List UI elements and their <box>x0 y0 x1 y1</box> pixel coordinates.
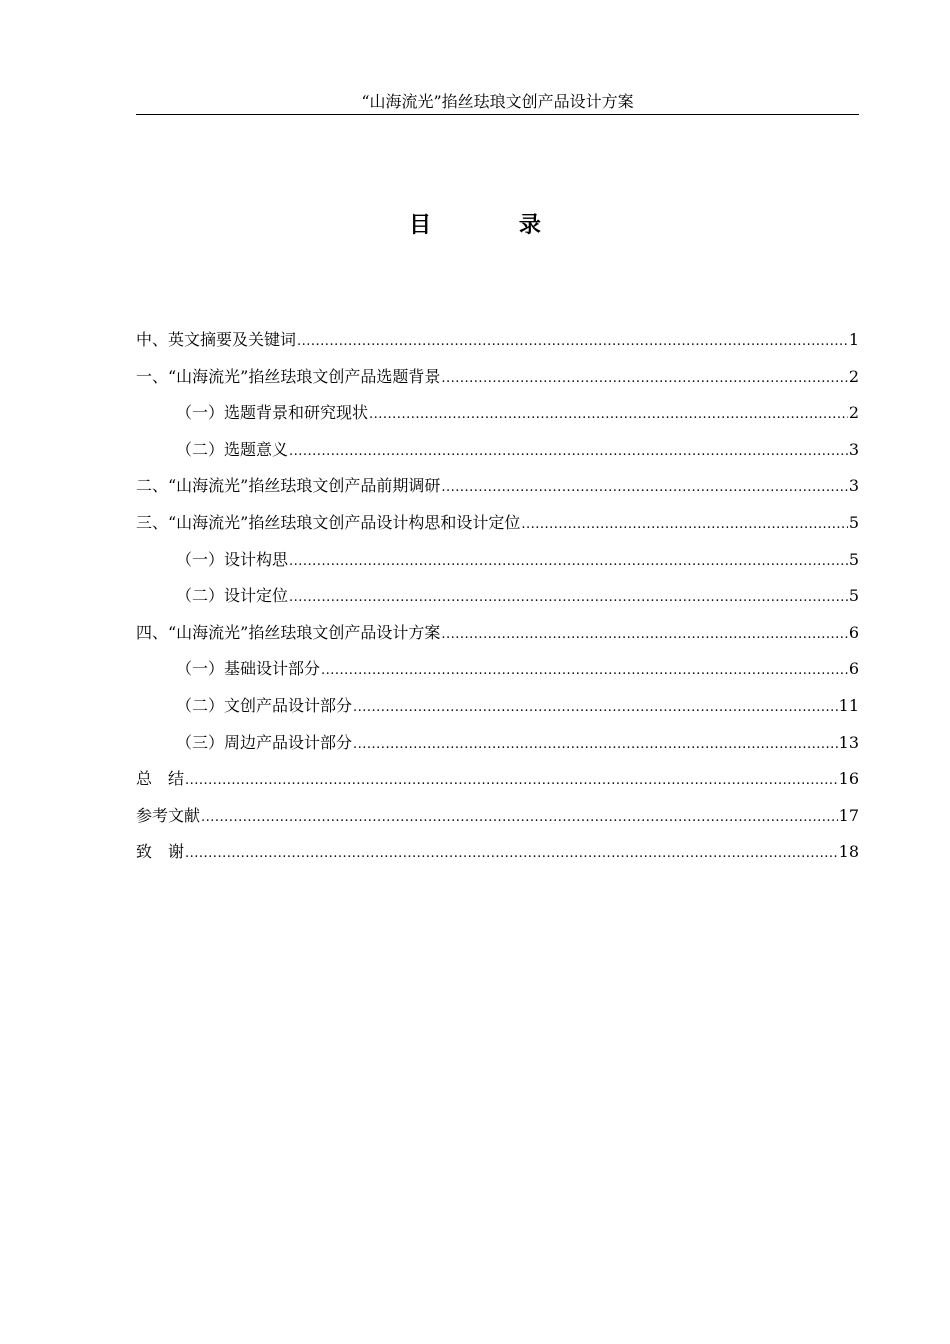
toc-leader-dots <box>369 397 848 432</box>
toc-leader-dots <box>185 836 838 871</box>
toc-entry-text: （一）设计构思 <box>176 549 289 569</box>
toc-entry-text: （二）选题意义 <box>176 439 289 459</box>
toc-entry-section-2[interactable] <box>136 468 859 505</box>
toc-leader-dots <box>441 361 847 396</box>
toc-entry-acknowledgements[interactable] <box>136 834 859 871</box>
toc-entry-page: 5 <box>848 586 859 606</box>
toc-entry-section-4[interactable] <box>136 615 859 652</box>
toc-leader-dots <box>289 434 848 469</box>
toc-entry-text: 二、“山海流光”掐丝珐琅文创产品前期调研 <box>136 476 441 496</box>
toc-entry-section-1-1[interactable] <box>136 395 859 432</box>
toc-entry-page: 16 <box>838 769 859 789</box>
page-header <box>136 90 859 115</box>
toc-entry-references[interactable] <box>136 798 859 835</box>
toc-leader-dots <box>353 727 838 762</box>
toc-leader-dots <box>441 470 847 505</box>
toc-entry-section-4-2[interactable] <box>136 688 859 725</box>
toc-entry-page: 6 <box>848 622 859 642</box>
toc-entry-page: 5 <box>848 549 859 569</box>
toc-entry-section-1-2[interactable] <box>136 432 859 469</box>
toc-leader-dots <box>521 507 847 542</box>
toc-leader-dots <box>185 763 838 798</box>
toc-entry-text: （一）选题背景和研究现状 <box>176 403 369 423</box>
toc-entry-page: 6 <box>848 659 859 679</box>
toc-entry-page: 3 <box>848 476 859 496</box>
toc-entry-section-4-3[interactable] <box>136 725 859 762</box>
toc-entry-section-3-1[interactable] <box>136 542 859 579</box>
toc-leader-dots <box>441 617 847 652</box>
toc-entry-text: （二）设计定位 <box>176 586 289 606</box>
toc-entry-page: 5 <box>848 512 859 532</box>
toc-entry-page: 17 <box>838 805 859 825</box>
toc-entry-text: 总 结 <box>136 769 185 789</box>
toc-entry-abstract[interactable] <box>136 322 859 359</box>
toc-entry-text: 致 谢 <box>136 842 185 862</box>
toc-entry-page: 3 <box>848 439 859 459</box>
toc-leader-dots <box>289 580 848 615</box>
toc-leader-dots <box>297 324 848 359</box>
toc-entry-page: 13 <box>838 732 859 752</box>
toc-leader-dots <box>201 800 838 835</box>
header-title: “山海流光”掐丝珐琅文创产品设计方案 <box>361 92 634 111</box>
toc-title: 目 录 <box>409 212 581 238</box>
toc-leader-dots <box>353 690 838 725</box>
toc-entry-section-3[interactable] <box>136 505 859 542</box>
toc-entry-text: 参考文献 <box>136 805 201 825</box>
toc-entry-text: （二）文创产品设计部分 <box>176 695 353 715</box>
toc-entry-section-3-2[interactable] <box>136 578 859 615</box>
table-of-contents <box>136 322 859 871</box>
toc-entry-text: 四、“山海流光”掐丝珐琅文创产品设计方案 <box>136 622 441 642</box>
toc-entry-section-1[interactable] <box>136 359 859 396</box>
toc-leader-dots <box>289 544 848 579</box>
toc-entry-page: 1 <box>848 330 859 349</box>
toc-entry-conclusion[interactable] <box>136 761 859 798</box>
toc-entry-text: 三、“山海流光”掐丝珐琅文创产品设计构思和设计定位 <box>136 512 521 532</box>
toc-entry-text: （一）基础设计部分 <box>176 659 321 679</box>
toc-entry-text: 中、英文摘要及关键词 <box>136 330 297 349</box>
toc-entry-page: 2 <box>848 403 859 423</box>
toc-entry-page: 11 <box>838 695 859 715</box>
toc-entry-section-4-1[interactable] <box>136 651 859 688</box>
toc-entry-text: 一、“山海流光”掐丝珐琅文创产品选题背景 <box>136 366 441 386</box>
toc-entry-page: 2 <box>848 366 859 386</box>
toc-entry-page: 18 <box>838 842 859 862</box>
toc-entry-text: （三）周边产品设计部分 <box>176 732 353 752</box>
toc-leader-dots <box>321 653 848 688</box>
